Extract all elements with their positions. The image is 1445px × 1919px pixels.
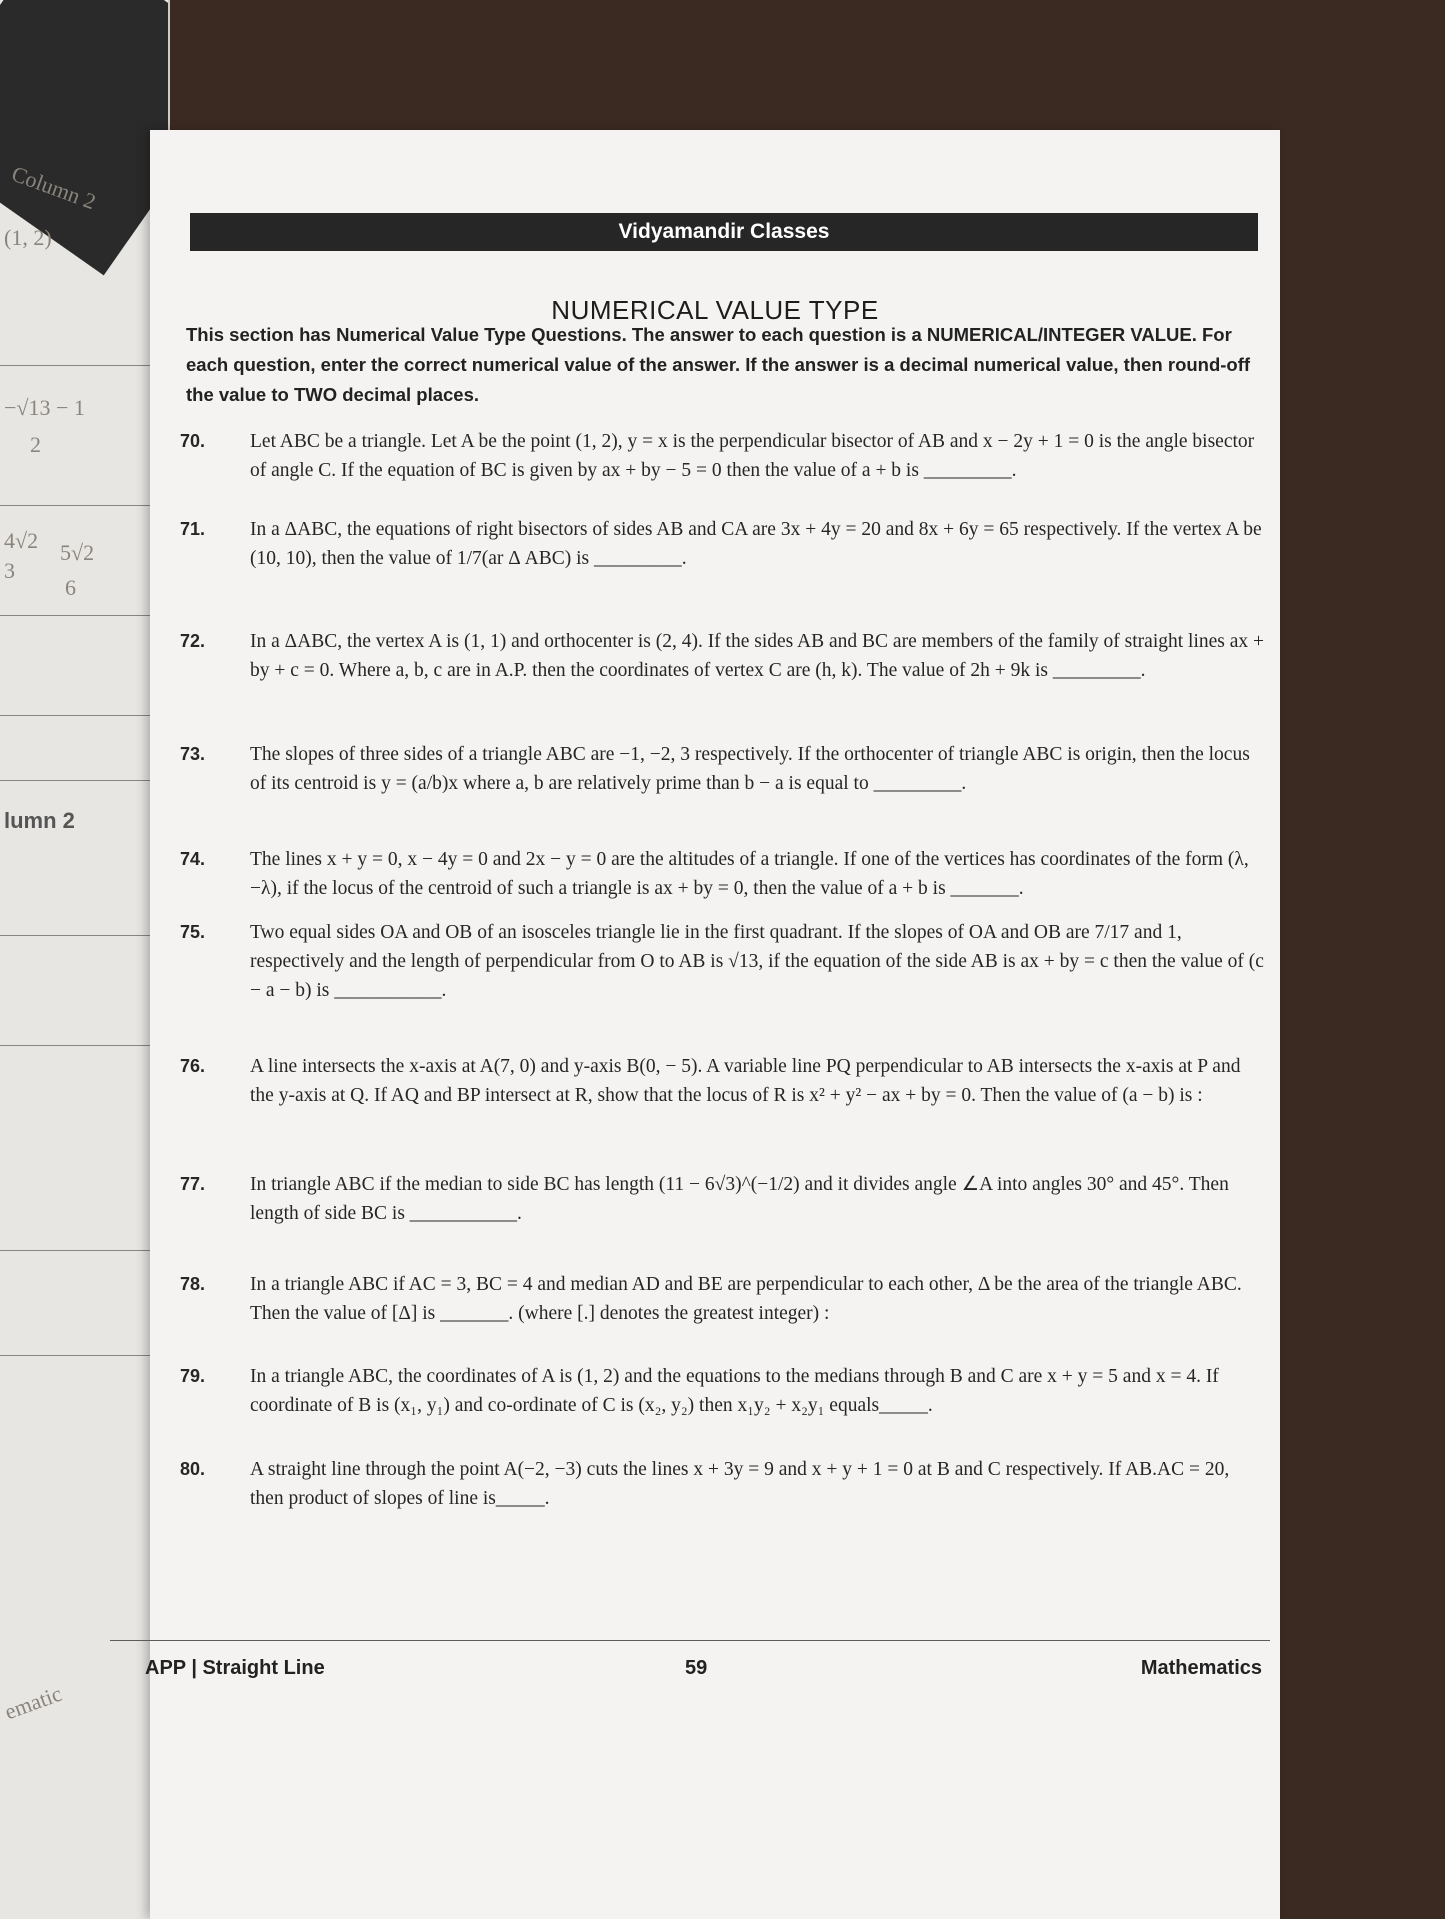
question-number: 80. [180, 1459, 206, 1479]
question-item [180, 515, 1265, 573]
previous-page-rule [0, 615, 150, 616]
previous-page-edge [0, 0, 170, 1919]
previous-page-fragment: −√13 − 1 [4, 395, 85, 420]
question-number: 76. [180, 1056, 206, 1076]
previous-page-fragment: lumn 2 [4, 808, 75, 833]
footer-chapter: APP | Straight Line [145, 1657, 325, 1679]
previous-page-rule [0, 1045, 150, 1046]
previous-page-fragment: ematic [1, 1680, 65, 1725]
previous-page-fragment: 2 [30, 432, 41, 457]
question-item [180, 1170, 1265, 1228]
question-text: A straight line through the point A(−2, −3) cuts the lines x + 3y = 9 and x + y + 1 = 0 at B and C respectively. If AB.AC = 20, then product of slopes of line is_____. [250, 1459, 1230, 1509]
textbook-page [145, 130, 1280, 1919]
previous-page-fragment: Column 2 [8, 160, 100, 215]
footer-subject: Mathematics [1140, 1657, 1262, 1679]
question-number: 73. [180, 744, 206, 764]
question-text: In a ΔABC, the vertex A is (1, 1) and orthocenter is (2, 4). If the sides AB and BC are members of the family of straight lines ax + by + c = 0. Where a, b, c are in A.P. then the coordinates of vertex C are (h, k). The value of 2h + 9k is _________. [250, 631, 1265, 681]
question-text: A line intersects the x-axis at A(7, 0) and y-axis B(0, − 5). A variable line PQ perpendicular to AB intersects the x-axis at P and the y-axis at Q. If AQ and BP intersect at R, show that the locus of R is x² + y² − ax + by = 0. Then the value of (a − b) is : [250, 1056, 1241, 1106]
question-item [180, 627, 1265, 685]
question-number: 78. [180, 1274, 206, 1294]
question-item [180, 740, 1265, 798]
question-text: The lines x + y = 0, x − 4y = 0 and 2x − y = 0 are the altitudes of a triangle. If one of the vertices has coordinates of the form (λ, −λ), if the locus of the centroid of such a triangle is ax + by = 0, then the value of a + b is _______. [250, 849, 1249, 899]
question-text: Two equal sides OA and OB of an isosceles triangle lie in the first quadrant. If the slopes of OA and OB are 7/17 and 1, respectively and the length of perpendicular from O to AB is √13, if the equation of the side AB is ax + by = c then the value of (c − a − b) is ___________. [250, 922, 1264, 1001]
previous-page-rule [0, 1250, 150, 1251]
question-text: In a triangle ABC, the coordinates of A is (1, 2) and the equations to the medians through B and C are x + y = 5 and x = 4. If coordinate of B is (x₁, y₁) and co-ordinate of C is (x₂, y₂) then x₁y₂ + x₂y₁ equals_____. [250, 1366, 1219, 1416]
previous-page-fragment: 6 [65, 575, 76, 600]
question-number: 71. [180, 519, 206, 539]
question-text: In a triangle ABC if AC = 3, BC = 4 and median AD and BE are perpendicular to each other, Δ be the area of the triangle ABC. Then the value of [Δ] is _______. (where [.] denotes the greatest integer) : [250, 1274, 1242, 1324]
question-number: 70. [180, 431, 206, 451]
question-number: 77. [180, 1174, 206, 1194]
question-text: The slopes of three sides of a triangle ABC are −1, −2, 3 respectively. If the orthocenter of triangle ABC is origin, then the locus of its centroid is y = (a/b)x where a, b are relatively prime than b − a is equal to _________. [250, 744, 1250, 794]
section-title: NUMERICAL VALUE TYPE [551, 295, 879, 325]
previous-page-rule [0, 780, 150, 781]
footer-rule [110, 1640, 1270, 1641]
previous-page-fragment: 5√2 [60, 540, 95, 565]
question-item [180, 1270, 1265, 1328]
previous-page-rule [0, 935, 150, 936]
question-number: 75. [180, 922, 206, 942]
question-number: 72. [180, 631, 206, 651]
section-instructions: This section has Numerical Value Type Questions. The answer to each question is a NUMERICAL/INTEGER VALUE. For each question, enter the correct numerical value of the answer. If the answer is a decimal numerical value, then round-off the value to TWO decimal places. [186, 324, 1251, 405]
previous-page-rule [0, 1355, 150, 1356]
question-item [180, 1362, 1265, 1420]
footer-page-number: 59 [685, 1657, 708, 1679]
page-header: Vidyamandir Classes [190, 213, 1258, 251]
question-text: In a ΔABC, the equations of right bisectors of sides AB and CA are 3x + 4y = 20 and 8x + 6y = 65 respectively. If the vertex A be (10, 10), then the value of 1/7(ar Δ ABC) is _________. [250, 519, 1262, 569]
previous-page-rule [0, 505, 150, 506]
question-item [180, 845, 1265, 903]
previous-page-rule [0, 715, 150, 716]
question-text: In triangle ABC if the median to side BC has length (11 − 6√3)^(−1/2) and it divides angle ∠A into angles 30° and 45°. Then length of side BC is ___________. [250, 1174, 1229, 1224]
question-item [180, 1052, 1265, 1110]
question-item [180, 427, 1265, 485]
question-item [180, 918, 1265, 1005]
question-item [180, 1455, 1265, 1513]
previous-page-rule [0, 365, 150, 366]
previous-page-fragment: (1, 2) [4, 225, 52, 250]
previous-page-fragment: 3 [4, 558, 15, 583]
question-text: Let ABC be a triangle. Let A be the point (1, 2), y = x is the perpendicular bisector of AB and x − 2y + 1 = 0 is the angle bisector of angle C. If the equation of BC is given by ax + by − 5 = 0 then the value of a + b is _________. [250, 431, 1255, 481]
question-number: 74. [180, 849, 206, 869]
question-number: 79. [180, 1366, 206, 1386]
previous-page-fragment: 4√2 [4, 528, 39, 553]
